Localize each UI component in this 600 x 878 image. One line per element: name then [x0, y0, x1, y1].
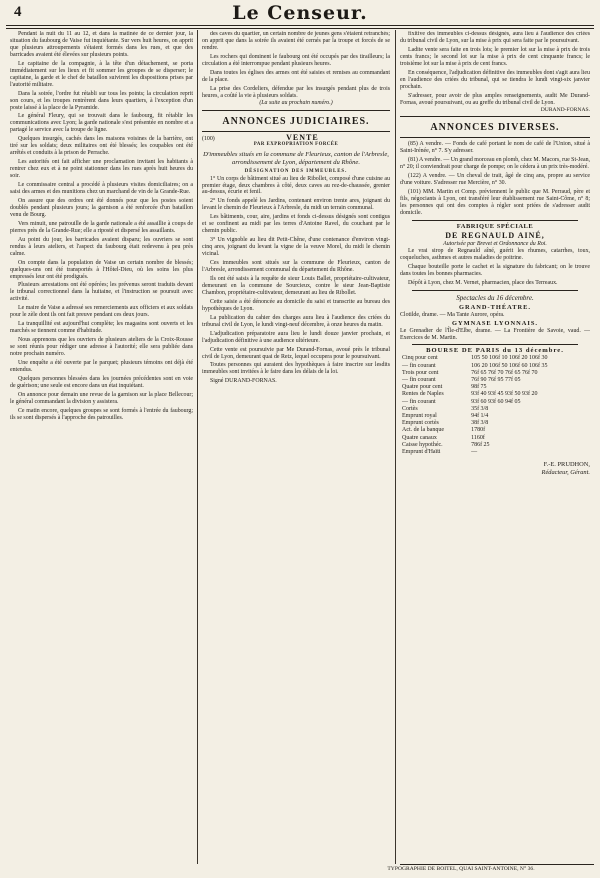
masthead-rule	[6, 25, 594, 26]
spectacles-title: Spectacles du 16 décembre.	[456, 293, 534, 302]
printer-footer: TYPOGRAPHIE DE BOITEL, QUAI SAINT-ANTOINE, N° 36.	[387, 866, 535, 872]
paragraph: Toutes personnes qui auraient des hypothèques à faire inscrire sur lesdits immeubles sont invitées à le faire dans les délais de la loi.	[202, 362, 390, 376]
classified-ads	[400, 141, 590, 217]
bourse-row	[400, 370, 590, 377]
bourse-label: Caisse hypothéc.	[402, 441, 443, 448]
bourse-row	[400, 391, 590, 398]
vente-subtitle: PAR EXPROPRIATION FORCÉE	[253, 142, 339, 148]
column-divider	[395, 30, 396, 864]
bourse-label: Trois pour cent	[402, 369, 439, 376]
bourse-label: Emprunt royal	[402, 413, 437, 420]
bourse-row	[400, 420, 590, 427]
bourse-row	[400, 355, 590, 362]
page-number: 4	[14, 4, 22, 20]
distillation-subtitle: Autorisée par Brevet et Ordonnance du Roi.	[443, 240, 547, 247]
paragraph: Au point du jour, les barricades avaient disparu; les ouvriers se sont rendus à leurs ateliers, et l'aspect du faubourg était redevenu à peu près calme.	[10, 236, 193, 257]
bourse-label: Cortès	[402, 405, 418, 412]
separator	[412, 344, 578, 345]
bourse-values: 93f 60 93f 60 94f 05	[471, 398, 521, 405]
paragraph: Ladite vente sera faite en trois lots; le premier lot sur la mise à prix de trois cents francs; le second lot sur la mise à prix de cent cinquante francs; le troisième lot sur la mise à prix de cent francs.	[400, 46, 590, 67]
bourse-label: Rentes de Naples	[402, 391, 444, 398]
bourse-label: Emprunt d'Haïti	[402, 449, 441, 456]
paragraph: Ces immeubles sont situés sur la commune de Fleurieux, canton de l'Arbresle, arrondissement communal du département du Rhône.	[202, 260, 390, 274]
bourse-values: 93f 40 93f 45 93f 50 93f 20	[471, 391, 538, 398]
bourse-values: 76f 90 76f 95 77f 05	[471, 377, 521, 384]
paragraph: Ce matin encore, quelques groupes se sont formés à l'entrée du faubourg; ils se sont dispersés à l'approche des patrouilles.	[10, 407, 193, 421]
theatre-name: GRAND-THÉATRE.	[459, 303, 531, 311]
bourse-label: Emprunt cortès	[402, 420, 439, 427]
paragraph: (101) MM. Martin et Comp. préviennent le public que M. Perraud, père et fils, négociants à Lyon, ont transféré leur établissement rue Saint-Côme, n° 8; les personnes qui ont des comptes à régler sont priées de s'adresser audit domicile.	[400, 189, 590, 217]
vente-heading: D'immeubles situés en la commune de Fleurieux, canton de l'Arbresle, arrondissement de Lyon, département du Rhône.	[203, 151, 389, 167]
bourse-values: 1780f	[471, 427, 486, 434]
paragraph: Signé DURAND-FORNAS.	[210, 378, 277, 385]
bourse-table	[400, 355, 590, 456]
vente-body	[202, 176, 390, 386]
ad-number: (100)	[202, 135, 215, 142]
paragraph: Le vrai sirop de Regnauld aîné, guérit les rhumes, catarrhes, toux, coqueluches, asthmes et autres maladies de poitrine.	[400, 247, 590, 261]
theatre-program: Clotilde, drame. — Ma Tante Aurore, opéra.	[400, 311, 505, 318]
editor-name: F.-E. PRUDHON,	[543, 461, 590, 469]
bourse-row	[400, 435, 590, 442]
paragraph: des caves du quartier, un certain nombre de jeunes gens s'étaient retranchés; on apprit que dans la soirée ils avaient été cernés par la troupe et forcés de se rendre.	[202, 31, 390, 51]
column-judicial	[202, 31, 390, 863]
masthead	[0, 0, 600, 26]
paragraph: Les autorités ont fait afficher une proclamation invitant les habitants à rentrer chez eux et à ne point stationner dans les rues après huit heures du soir.	[10, 159, 193, 180]
paragraph: Cette vente est poursuivie par Me Durand-Fornas, avoué près le tribunal civil de Lyon, demeurant quai de Retz, lequel occupera pour le poursuivant.	[202, 346, 390, 360]
paragraph: Dans toutes les églises des armes ont été saisies et remises au commandant de la place.	[202, 69, 390, 83]
bourse-row	[400, 377, 590, 384]
paragraph: Chaque bouteille porte le cachet et la signature du fabricant; on le trouve dans toutes les bonnes pharmacies.	[400, 263, 590, 277]
continuation-note: (La suite au prochain numéro.)	[259, 99, 333, 106]
bourse-label: Cinq pour cent	[402, 355, 438, 362]
paragraph: La tranquillité est aujourd'hui complète; les magasins sont ouverts et les marchés se tiennent comme d'habitude.	[10, 321, 193, 335]
column-divider	[197, 30, 198, 864]
editor-role: Rédacteur, Gérant.	[541, 469, 590, 477]
judicial-announcements-header: ANNONCES JUDICIAIRES.	[202, 110, 390, 132]
paragraph: Vers minuit, une patrouille de la garde nationale a été assaillie à coups de pierres près de la Grande-Rue; elle a riposté et dispersé les assaillants.	[10, 220, 193, 234]
bourse-values: 105 50 106f 10 106f 20 106f 30	[471, 355, 548, 362]
paragraph: (122) A vendre. — Un cheval de trait, âgé de cinq ans, propre au service d'une voiture. S'adresser rue Mercière, n° 30.	[400, 173, 590, 187]
masthead-rule-lower	[6, 28, 594, 29]
distillation-title: FABRIQUE SPÉCIALE	[456, 223, 534, 231]
paragraph: Quelques personnes blessées dans les journées précédentes sont en voie de guérison; une seule est encore dans un état inquiétant.	[10, 375, 193, 389]
various-announcements-header: ANNONCES DIVERSES.	[400, 116, 590, 138]
paragraph: Une enquête a été ouverte par le parquet; plusieurs témoins ont déjà été entendus.	[10, 359, 193, 373]
bourse-values: —	[471, 449, 478, 456]
bourse-values: 98f 75	[471, 384, 487, 391]
bourse-label: — fin courant	[402, 377, 436, 384]
bourse-values: 106 20 106f 50 106f 60 106f 35	[471, 362, 548, 369]
editor-signature	[400, 461, 590, 477]
paragraph: Les bâtiments, cour, aire, jardins et fonds ci-dessus désignés sont contigus et se confinent au midi par les terres d'Antoine Ravel, du couchant par le chemin public.	[202, 214, 390, 235]
bourse-label: Quatre canaux	[402, 434, 437, 441]
news-article	[10, 31, 193, 422]
paragraph: En conséquence, l'adjudication définitive des immeubles dont s'agit aura lieu en l'audience des criées du tribunal, qui se tiendra le lundi vingt-six janvier prochain.	[400, 69, 590, 90]
paragraph: Quelques insurgés, cachés dans les maisons voisines de la barrière, ont tiré sur les soldats; deux militaires ont été blessés; les coupables ont été arrêtés et conduits à la prison de Perrache.	[10, 136, 193, 157]
paragraph: (81) A vendre. — Un grand morceau en plomb, chez M. Macors, rue St-Jean, n° 20; il conviendrait pour charge de pompe; on le cédera à un prix très-modéré.	[400, 157, 590, 171]
separator	[412, 220, 578, 221]
bourse-label: — fin courant	[402, 398, 436, 405]
bourse-row	[400, 449, 590, 456]
paragraph: 2° Un fonds appelé les Jardins, contenant environ trente ares, joignant du levant le chemin de Fleurieux à l'Arbresle, du midi un terrain communal.	[202, 198, 390, 212]
paragraph: S'adresser, pour avoir de plus amples renseignements, audit Me Durand-Fornas, avoué poursuivant, ou au greffe du tribunal civil de Lyon.	[400, 92, 590, 106]
paragraph: On assure que des ordres ont été donnés pour que les postes soient doublés pendant plusieurs jours; la garnison a été renforcée d'un bataillon venu de Bourg.	[10, 197, 193, 218]
paragraph: Dépôt à Lyon, chez M. Vernet, pharmacien, place des Terreaux.	[408, 279, 558, 286]
bourse-label: Quatre pour cent	[402, 384, 443, 391]
footer-rule	[400, 864, 594, 865]
bourse-values: 38f 3/8	[471, 420, 489, 427]
theatre-program: Le Grenadier de l'Île-d'Elbe, drame. — La Frontière de Savoie, vaud. — Exercices de M. Martin.	[400, 327, 590, 341]
paragraph: Nous apprenons que les ouvriers de plusieurs ateliers de la Croix-Rousse se sont réunis pour rédiger une adresse à l'autorité; elle sera publiée dans notre prochain numéro.	[10, 337, 193, 358]
paragraph: 3° Un vignoble au lieu dit Petit-Chêne, d'une contenance d'environ vingt-cinq ares, joignant du levant la vigne de la veuve Morel, du midi le chemin vicinal.	[202, 237, 390, 258]
separator	[412, 290, 578, 291]
paragraph: Pendant la nuit du 11 au 12, et dans la matinée de ce dernier jour, la situation du faubourg de Vaise fut inquiétante. Sur vers huit heures, on apprit que plusieurs attroupements s'étaient formés dans les rues, et que des barricades avaient été élevées sur plusieurs points.	[10, 31, 193, 58]
distillation-name: DE REGNAULD AINÉ,	[445, 230, 545, 240]
bourse-row	[400, 427, 590, 434]
newspaper-title: Le Censeur.	[232, 2, 368, 24]
judicial-continued	[400, 31, 590, 107]
column-miscellaneous	[400, 31, 590, 863]
paragraph: La publication du cahier des charges aura lieu à l'audience des criées du tribunal civil de Lyon, le lundi vingt-neuf décembre, à onze heures du matin.	[202, 314, 390, 328]
signed-name: DURAND-FORNAS.	[540, 106, 590, 113]
vente-title: VENTE	[286, 132, 319, 142]
distillation-body	[400, 248, 590, 287]
bourse-title: BOURSE DE PARIS du 13 décembre.	[426, 347, 564, 355]
bourse-values: 1160f	[471, 434, 485, 441]
paragraph: (85) A vendre. — Fonds de café portant le nom de café de l'Union, situé à Saint-Irénée, n° 7. S'y adresser.	[400, 141, 590, 155]
paragraph: On compte dans la population de Vaise un certain nombre de blessés; quelques-uns ont été transportés à l'Hôtel-Dieu, où les soins les plus empressés leur ont été prodigués.	[10, 259, 193, 280]
paragraph: Dans la soirée, l'ordre fut rétabli sur tous les points; la circulation reprit son cours, et les troupes rentrèrent dans leurs quartiers, à l'exception d'un poste laissé à la place de la Pyramide.	[10, 90, 193, 111]
paragraph: On annonce pour demain une revue de la garnison sur la place Bellecour; le général commandant la division y assistera.	[10, 391, 193, 405]
bourse-row	[400, 399, 590, 406]
bourse-label: Act. de la banque	[402, 427, 444, 434]
bourse-row	[400, 442, 590, 449]
paragraph: Le commissaire central a procédé à plusieurs visites domiciliaires; on a saisi des armes et des munitions chez un marchand de vin de la Grande-Rue.	[10, 182, 193, 196]
bourse-row	[400, 363, 590, 370]
paragraph: Le général Fleury, qui se trouvait dans le faubourg, fit rétablir les communications avec Lyon; la garde nationale s'est présentée en nombre et a partagé le service avec la troupe de ligne.	[10, 113, 193, 134]
bourse-values: 35f 3/8	[471, 405, 489, 412]
paragraph: Le capitaine de la compagnie, à la tête d'un détachement, se porta immédiatement sur les lieux et fit sommer les groupes de se disperser; le capitaine, la garde et le chef de bataillon suivirent les dispositions prises par l'autorité militaire.	[10, 60, 193, 88]
bourse-values: 94f 1/4	[471, 413, 489, 420]
paragraph: 1° Un corps de bâtiment situé au lieu de Ribollet, composé d'une cuisine au premier étage, deux chambres à côté, deux caves au rez-de-chaussée, grenier au-dessus, écurie et fenil.	[202, 175, 390, 196]
bourse-row	[400, 413, 590, 420]
news-article-continued	[202, 31, 390, 100]
paragraph: L'adjudication préparatoire aura lieu le lundi douze janvier prochain, et l'adjudication définitive à une audience ultérieure.	[202, 330, 390, 344]
column-news	[10, 31, 193, 863]
paragraph: Le maire de Vaise a adressé ses remerciements aux officiers et aux soldats pour le zèle dont ils ont fait preuve pendant ces deux jours.	[10, 305, 193, 319]
paragraph: Plusieurs arrestations ont été opérées; les prévenus seront traduits devant le tribunal correctionnel dans la huitaine, et l'instruction se poursuit avec activité.	[10, 282, 193, 303]
paragraph: fixitive des immeubles ci-dessus désignés, aura lieu à l'audience des criées du tribunal civil de Lyon, sur la mise à prix qui sera faite par le poursuivant.	[400, 31, 590, 44]
bourse-values: 76f 65 76f 70 76f 65 76f 70	[471, 369, 538, 376]
bourse-values: 786f 25	[471, 441, 490, 448]
paragraph: La prise des Cordeliers, défendue par les insurgés pendant plus de trois heures, a coûté la vie à plusieurs soldats.	[202, 85, 390, 99]
designation-heading: DÉSIGNATION DES IMMEUBLES.	[244, 168, 348, 174]
theatre-name: GYMNASE LYONNAIS.	[451, 319, 538, 327]
paragraph: Cette saisie a été dénoncée au domicile du saisi et transcrite au bureau des hypothèques de Lyon.	[202, 298, 390, 312]
bourse-label: — fin courant	[402, 362, 436, 369]
paragraph: Les rochers qui dominent le faubourg ont été occupés par des tirailleurs; la circulation a été interrompue pendant plusieurs heures.	[202, 53, 390, 67]
bourse-row	[400, 406, 590, 413]
paragraph: Ils ont été saisis à la requête de sieur Louis Ballet, propriétaire-cultivateur, demeurant en la commune de Sourcieux, contre le sieur Jean-Baptiste Chambon, propriétaire-cultivateur, demeurant au lieu de Ribollet.	[202, 275, 390, 296]
